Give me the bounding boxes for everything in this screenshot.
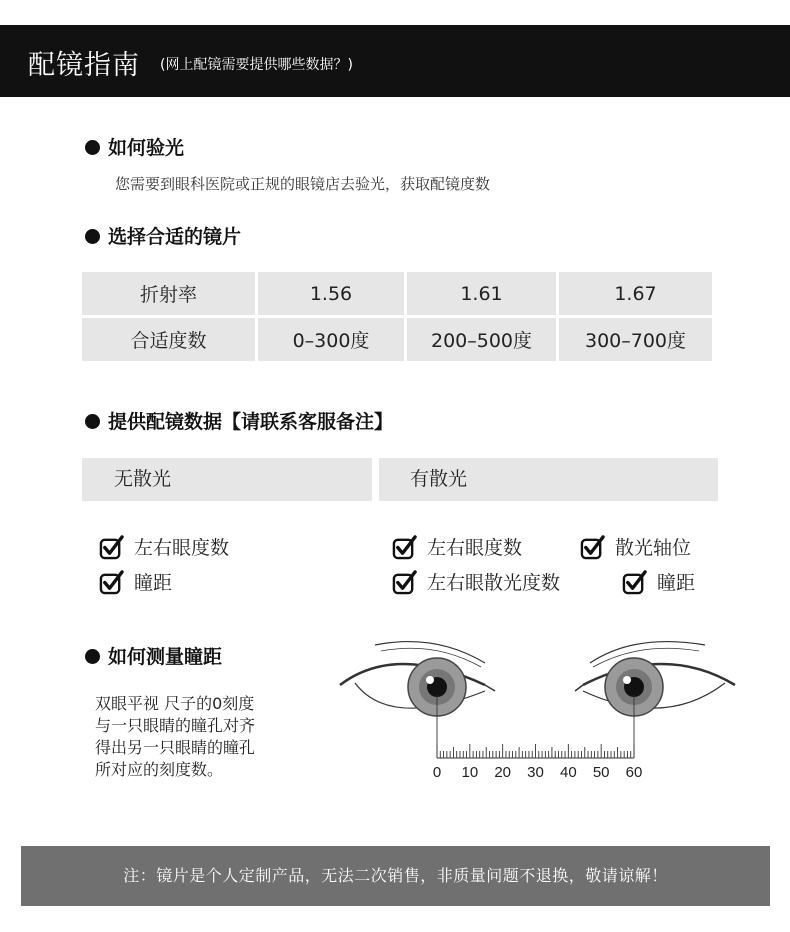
pd-instruction-line: 双眼平视 尺子的0刻度 [95,694,255,713]
table-row [82,272,712,315]
checklist-label: 左右眼度数 [427,537,523,559]
ruler-label: 20 [494,764,512,781]
checkbox-checked-icon [392,570,417,595]
pd-instruction-line: 与一只眼睛的瞳孔对齐 [95,716,256,735]
section-heading-text: 如何验光 [108,137,185,159]
pd-illustration [335,635,745,785]
checkbox-checked-icon [99,535,124,560]
checklist-item [392,533,522,560]
lens-table [79,269,715,364]
table-cell: 折射率 [82,272,255,315]
ruler-label: 60 [625,764,643,781]
right-eye-icon [575,642,735,716]
pd-instruction-line: 所对应的刻度数。 [95,760,224,779]
astigmatism-box [379,458,718,501]
ruler-label: 10 [461,764,479,781]
section-heading-text: 选择合适的镜片 [108,226,242,248]
checklist-label: 左右眼散光度数 [427,572,561,594]
table-cell: 1.61 [407,272,556,315]
checklist-item [99,533,229,560]
checkbox-checked-icon [622,570,647,595]
ruler-label: 40 [559,764,577,781]
ruler-label: 30 [527,764,544,781]
checkbox-checked-icon [580,535,605,560]
page-subtitle: (网上配镜需要提供哪些数据？) [160,57,353,73]
table-cell: 200–500度 [407,318,556,361]
checklist-item [392,568,560,595]
bullet-icon [85,229,100,244]
section-heading-data [85,407,393,434]
left-eye-icon [340,642,495,716]
pd-instruction-line: 得出另一只眼睛的瞳孔 [95,738,256,757]
checklist-item [580,533,691,560]
section-heading-text: 如何测量瞳距 [108,646,223,668]
table-cell: 合适度数 [82,318,255,361]
section-heading-optometry [85,133,184,160]
table-cell: 0–300度 [258,318,404,361]
pd-instructions [95,693,315,781]
checklist-item [99,568,172,595]
bullet-icon [85,649,100,664]
bullet-icon [85,414,100,429]
section-heading-pd [85,642,222,669]
ruler-label: 50 [592,764,610,781]
checklist-label: 散光轴位 [615,537,692,559]
optometry-description: 您需要到眼科医院或正规的眼镜店去验光，获取配镜度数 [115,175,491,193]
footer-note: 注：镜片是个人定制产品，无法二次销售，非质量问题不退换，敬请谅解！ [21,846,770,906]
no-astigmatism-box [82,458,372,501]
section-heading-lens [85,222,241,249]
table-cell: 300–700度 [559,318,712,361]
header-bar [0,25,790,97]
checkbox-checked-icon [392,535,417,560]
ruler-label: 0 [432,764,442,781]
section-heading-text: 提供配镜数据【请联系客服备注】 [108,411,394,433]
checklist-item [622,568,695,595]
table-row [82,318,712,361]
page-title: 配镜指南 [28,50,140,81]
checklist-label: 瞳距 [134,572,173,594]
checklist-label: 瞳距 [657,572,696,594]
checklist-label: 左右眼度数 [134,537,230,559]
checkbox-checked-icon [99,570,124,595]
astigmatism-title: 有散光 [410,468,468,490]
table-cell: 1.56 [258,272,404,315]
no-astigmatism-title: 无散光 [114,468,172,490]
ruler-labels [433,764,643,781]
bullet-icon [85,140,100,155]
ruler [437,695,634,758]
table-cell: 1.67 [559,272,712,315]
